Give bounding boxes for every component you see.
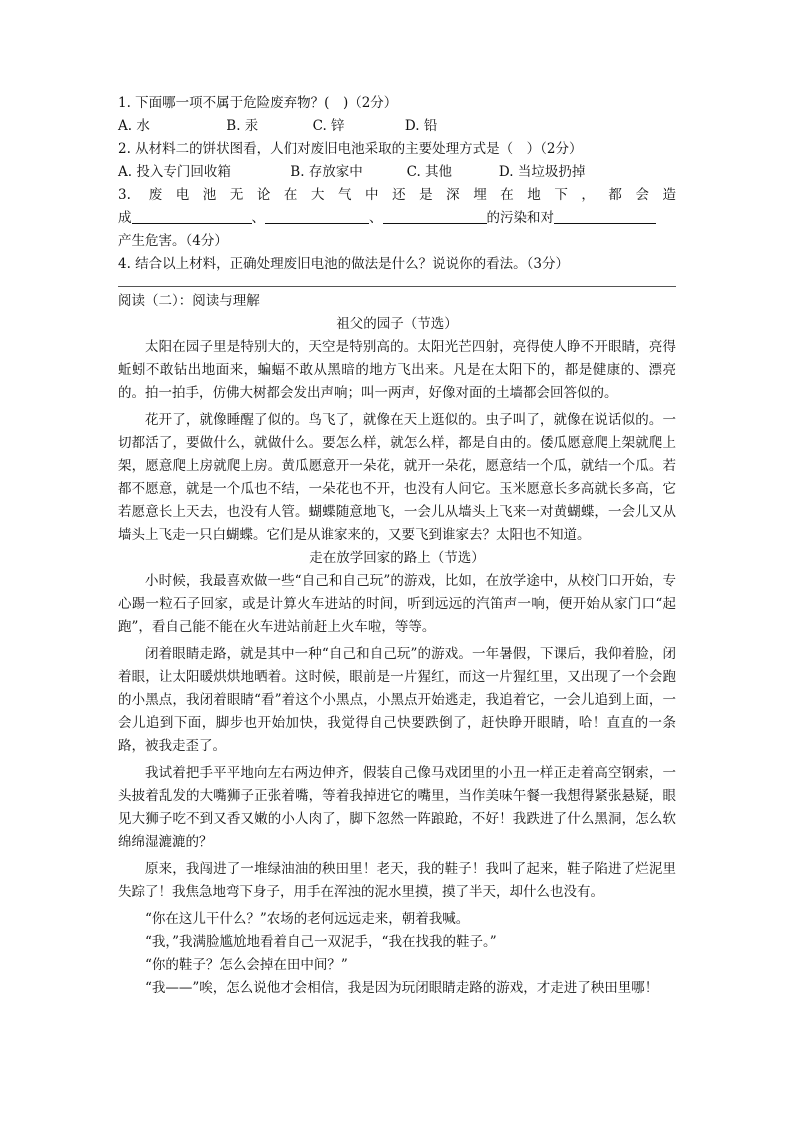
answer-line-divider[interactable] bbox=[118, 286, 676, 287]
passage-2-paragraph: 原来，我闯进了一堆绿油油的秧田里！老天，我的鞋子！我叫了起来，鞋子陷进了烂泥里失踪了！我焦急地弯下身子，用手在浑浊的泥水里摸，摸了半天，却什么也没有。 bbox=[118, 861, 676, 900]
q3-blank-3[interactable] bbox=[383, 209, 487, 224]
q3-blank-1[interactable] bbox=[132, 209, 252, 224]
q3-blank-2[interactable] bbox=[265, 209, 369, 224]
q3-blank-4[interactable] bbox=[554, 209, 656, 224]
passage-2-title: 走在放学回家的路上（节选） bbox=[309, 550, 485, 566]
passage-1-title: 祖父的园子（节选） bbox=[336, 316, 458, 332]
q2-option-b: B. 存放家中 bbox=[290, 164, 363, 180]
q1-option-c: C. 锌 bbox=[312, 118, 345, 134]
passage-2-dialogue: “你在这儿干什么？”农场的老何远远走来，朝着我喊。 bbox=[145, 911, 470, 927]
passage-2-dialogue: “你的鞋子？怎么会掉在田中间？” bbox=[145, 957, 348, 973]
passage-2-dialogue: “我，”我满脸尴尬地看着自己一双泥手，“我在找我的鞋子。” bbox=[145, 934, 497, 950]
question-1: 1. 下面哪一项不属于危险废弃物？( )（2分） bbox=[118, 95, 398, 111]
q1-option-a: A. 水 bbox=[118, 118, 150, 134]
passage-2-paragraph: 小时候，我最喜欢做一些“自己和自己玩”的游戏，比如，在放学途中，从校门口开始，专心踢一粒石子回家，或是计算火车进站的时间，听到远远的汽笛声一响，便开始从家门口“起跑”，看自己能不能在火车进站前赶上火车啦，等等。 bbox=[118, 573, 676, 635]
question-3-line1: 3. 废电池无论在大气中还是深埋在地下，都会造 bbox=[118, 187, 676, 203]
passage-1-paragraph: 太阳在园子里是特别大的，天空是特别高的。太阳光芒四射，亮得使人睁不开眼睛，亮得蚯蚓不敢钻出地面来，蝙蝠不敢从黑暗的地方飞出来。凡是在太阳下的，都是健康的、漂亮的。拍一拍手，仿佛大树都会发出声响；叫一两声，好像对面的土墙都会回答似的。 bbox=[118, 339, 676, 401]
q2-option-a: A. 投入专门回收箱 bbox=[118, 164, 231, 180]
passage-2-dialogue: “我——”唉，怎么说他才会相信，我是因为玩闭眼睛走路的游戏，才走进了秧田里哪！ bbox=[145, 980, 659, 996]
question-3-line2 bbox=[118, 207, 676, 230]
exam-page bbox=[118, 92, 676, 1000]
passage-2-paragraph: 我试着把手平平地向左右两边伸齐，假装自己像马戏团里的小丑一样正走着高空钢索，一头披着乱发的大嘴狮子正张着嘴，等着我掉进它的嘴里，当作美味午餐一我想得紧张悬疑，眼见大狮子吃不到又香又嫩的小人肉了，脚下忽然一阵踉跄，不好！我跌进了什么黑洞，怎么软绵绵湿漉漉的？ bbox=[118, 765, 676, 850]
question-4: 4. 结合以上材料，正确处理废旧电池的做法是什么？说说你的看法。（3分） bbox=[118, 256, 570, 272]
question-3-line3: 产生危害。（4分） bbox=[118, 233, 228, 249]
question-1-options bbox=[118, 115, 676, 138]
question-2-options bbox=[118, 161, 676, 184]
q1-option-b: B. 汞 bbox=[226, 118, 259, 134]
passage-1-paragraph: 花开了，就像睡醒了似的。鸟飞了，就像在天上逛似的。虫子叫了，就像在说话似的。一切都活了，要做什么，就做什么。要怎么样，就怎么样，都是自由的。倭瓜愿意爬上架就爬上架，愿意爬上房就爬上房。黄瓜愿意开一朵花，就开一朵花，愿意结一个瓜，就结一个瓜。若都不愿意，就是一个瓜也不结，一朵花也不开，也没有人问它。玉米愿意长多高就长多高，它若愿意长上天去，也没有人管。蝴蝶随意地飞，一会儿从墙头上飞来一对黄蝴蝶，一会儿又从墙头上飞走一只白蝴蝶。它们是从谁家来的，又要飞到谁家去？太阳也不知道。 bbox=[118, 412, 676, 543]
passage-2-paragraph: 闭着眼睛走路，就是其中一种“自己和自己玩”的游戏。一年暑假，下课后，我仰着脸，闭着眼，让太阳暖烘烘地晒着。这时候，眼前是一片猩红，而这一片猩红里，又出现了一个会跑的小黑点，我闭着眼睛“看”着这个小黑点，小黑点开始逃走，我追着它，一会儿追到上面，一会儿追到下面，脚步也开始加快，我觉得自己快要跌倒了，赶快睁开眼睛，哈！直直的一条路，被我走歪了。 bbox=[118, 646, 676, 754]
reading-section-title: 阅读（二）：阅读与理解 bbox=[118, 293, 260, 309]
q3-prefix: 成 bbox=[118, 210, 132, 226]
question-2: 2. 从材料二的饼状图看，人们对废旧电池采取的主要处理方式是（ ）（2分） bbox=[118, 141, 583, 157]
q2-option-d: D. 当垃圾扔掉 bbox=[498, 164, 586, 180]
q3-separator-1: 、 bbox=[251, 210, 265, 226]
q1-option-d: D. 铅 bbox=[404, 118, 438, 134]
q2-option-c: C. 其他 bbox=[406, 164, 453, 180]
q3-separator-2: 、 bbox=[369, 210, 383, 226]
q3-middle-text: 的污染和对 bbox=[486, 210, 554, 226]
